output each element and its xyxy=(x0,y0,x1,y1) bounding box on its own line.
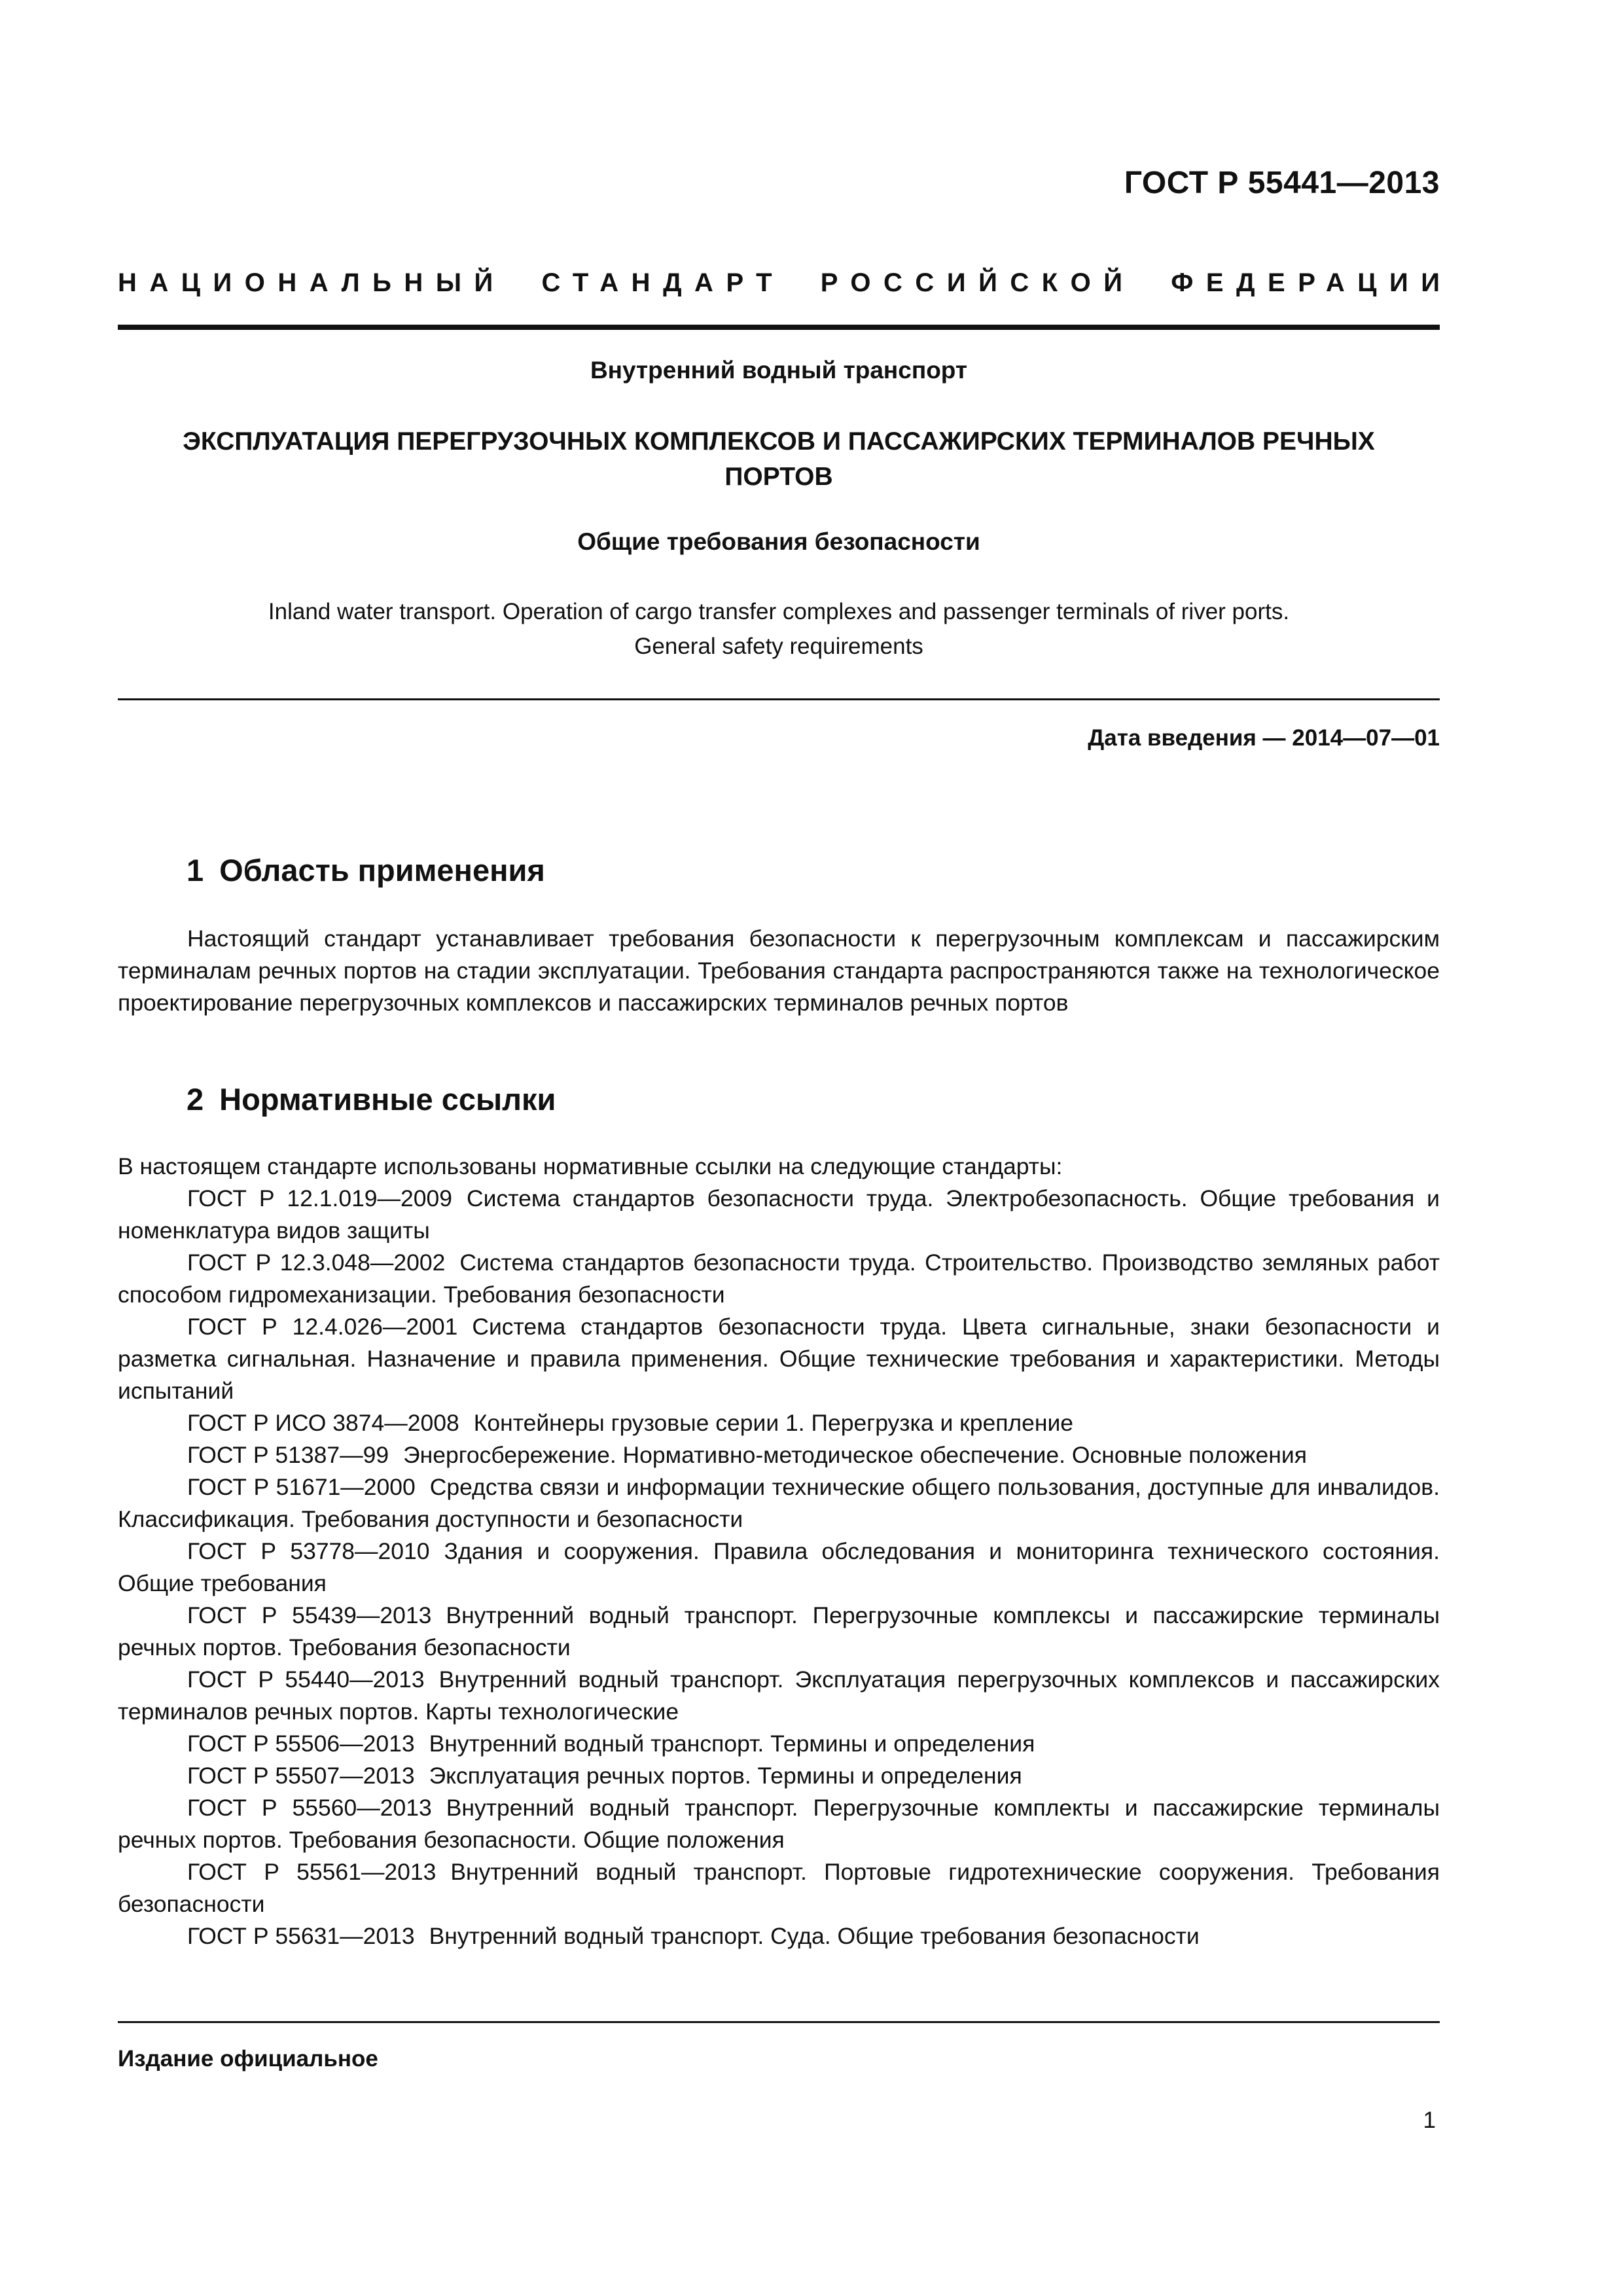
section-number: 2 xyxy=(187,1082,204,1117)
section-number: 1 xyxy=(187,853,204,888)
section-title: Область применения xyxy=(219,853,545,888)
reference-code: ГОСТ Р 51387—99 xyxy=(187,1442,389,1468)
reference-code: ГОСТ Р 53778—2010 xyxy=(187,1538,430,1564)
section-title: Нормативные ссылки xyxy=(219,1082,556,1117)
reference-title: Внутренний водный транспорт. Эксплуатация перегрузочных комплексов и пассажирских терминалов речных портов. Карты технологические xyxy=(118,1666,1440,1725)
reference-item xyxy=(118,1439,1440,1471)
reference-title: Внутренний водный транспорт. Перегрузочные комплекты и пассажирские терминалы речных портов. Требования безопасности. Общие положения xyxy=(118,1795,1440,1853)
reference-item xyxy=(118,1535,1440,1600)
reference-title: Энергосбережение. Нормативно-методическое обеспечение. Основные положения xyxy=(403,1442,1307,1468)
reference-item xyxy=(118,1728,1440,1760)
reference-title: Внутренний водный транспорт. Термины и определения xyxy=(429,1731,1035,1757)
reference-item xyxy=(118,1471,1440,1535)
reference-item xyxy=(118,1311,1440,1407)
document-title-line: ПОРТОВ xyxy=(724,463,833,491)
reference-code: ГОСТ Р 55439—2013 xyxy=(187,1602,432,1628)
section-heading-references xyxy=(187,1081,556,1117)
paragraph: Настоящий стандарт устанавливает требования безопасности к перегрузочным комплексам и пассажирским терминалам речных портов на стадии эксплуатации. Требования стандарта распространяются также на технологическое проектирование перегрузочных комплексов и пассажирских терминалов речных портов xyxy=(118,925,1440,1016)
reference-item xyxy=(118,1664,1440,1728)
reference-title: Внутренний водный транспорт. Суда. Общие требования безопасности xyxy=(429,1923,1200,1949)
title-rule xyxy=(118,698,1440,700)
document-subtitle: Общие требования безопасности xyxy=(577,528,980,555)
footer-rule xyxy=(118,2021,1440,2023)
document-title-line: ЭКСПЛУАТАЦИЯ ПЕРЕГРУЗОЧНЫХ КОМПЛЕКСОВ И ПАССАЖИРСКИХ ТЕРМИНАЛОВ РЕЧНЫХ xyxy=(183,427,1375,456)
reference-item xyxy=(118,1247,1440,1311)
reference-code: ГОСТ Р 55507—2013 xyxy=(187,1763,415,1789)
section-heading-scope xyxy=(187,852,545,888)
reference-code: ГОСТ Р 55631—2013 xyxy=(187,1923,415,1949)
reference-item xyxy=(118,1856,1440,1920)
banner-word: СТАНДАРТ xyxy=(541,268,785,297)
reference-item xyxy=(118,1600,1440,1664)
reference-code: ГОСТ Р 55440—2013 xyxy=(187,1666,425,1693)
banner-word: НАЦИОНАЛЬНЫЙ xyxy=(118,268,506,297)
reference-item xyxy=(118,1920,1440,1952)
reference-item xyxy=(118,1183,1440,1247)
paragraph: В настоящем стандарте использованы нормативные ссылки на следующие стандарты: xyxy=(118,1153,1063,1179)
national-standard-banner xyxy=(118,268,1453,298)
standard-number: ГОСТ Р 55441—2013 xyxy=(1124,166,1440,200)
introduction-date: Дата введения — 2014—07—01 xyxy=(1088,725,1440,751)
reference-title: Система стандартов безопасности труда. Цвета сигнальные, знаки безопасности и разметка сигнальная. Назначение и правила применения. Общие технические требования и характеристики. Методы испытаний xyxy=(118,1314,1440,1404)
reference-code: ГОСТ Р 51671—2000 xyxy=(187,1474,416,1500)
reference-title: Здания и сооружения. Правила обследования и мониторинга технического состояния. Общие требования xyxy=(118,1538,1440,1596)
reference-title: Эксплуатация речных портов. Термины и определения xyxy=(429,1763,1022,1789)
document-title xyxy=(118,424,1440,495)
reference-item xyxy=(118,1792,1440,1856)
header-rule xyxy=(118,325,1440,330)
reference-code: ГОСТ Р 55561—2013 xyxy=(187,1859,437,1885)
reference-code: ГОСТ Р ИСО 3874—2008 xyxy=(187,1410,459,1436)
edition-label: Издание официальное xyxy=(118,2046,378,2072)
document-subject: Внутренний водный транспорт xyxy=(590,357,968,384)
reference-item xyxy=(118,1407,1440,1439)
document-page xyxy=(118,0,1453,2296)
english-title xyxy=(118,594,1440,664)
section-references-body xyxy=(118,1151,1440,1952)
reference-code: ГОСТ Р 55560—2013 xyxy=(187,1795,432,1821)
reference-item xyxy=(118,1760,1440,1792)
reference-code: ГОСТ Р 12.1.019—2009 xyxy=(187,1185,453,1211)
reference-title: Контейнеры грузовые серии 1. Перегрузка и крепление xyxy=(473,1410,1074,1436)
reference-title: Внутренний водный транспорт. Портовые гидротехнические сооружения. Требования безопасности xyxy=(118,1859,1440,1917)
reference-title: Средства связи и информации технические общего пользования, доступные для инвалидов. Классификация. Требования доступности и безопасности xyxy=(118,1474,1440,1532)
section-scope-body xyxy=(118,923,1440,1019)
page-number: 1 xyxy=(1423,2108,1436,2133)
english-title-line: Inland water transport. Operation of cargo transfer complexes and passenger terminals of river ports. xyxy=(268,599,1290,624)
reference-title: Внутренний водный транспорт. Перегрузочные комплексы и пассажирские терминалы речных портов. Требования безопасности xyxy=(118,1602,1440,1660)
banner-word: ФЕДЕРАЦИИ xyxy=(1171,268,1453,297)
banner-word: РОССИЙСКОЙ xyxy=(820,268,1135,297)
reference-code: ГОСТ Р 12.4.026—2001 xyxy=(187,1314,458,1340)
reference-title: Система стандартов безопасности труда. Строительство. Производство земляных работ способом гидромеханизации. Требования безопасности xyxy=(118,1249,1440,1308)
reference-code: ГОСТ Р 55506—2013 xyxy=(187,1731,415,1757)
reference-code: ГОСТ Р 12.3.048—2002 xyxy=(187,1249,446,1276)
english-title-line: General safety requirements xyxy=(634,634,923,659)
reference-title: Система стандартов безопасности труда. Электробезопасность. Общие требования и номенклатура видов защиты xyxy=(118,1185,1440,1244)
